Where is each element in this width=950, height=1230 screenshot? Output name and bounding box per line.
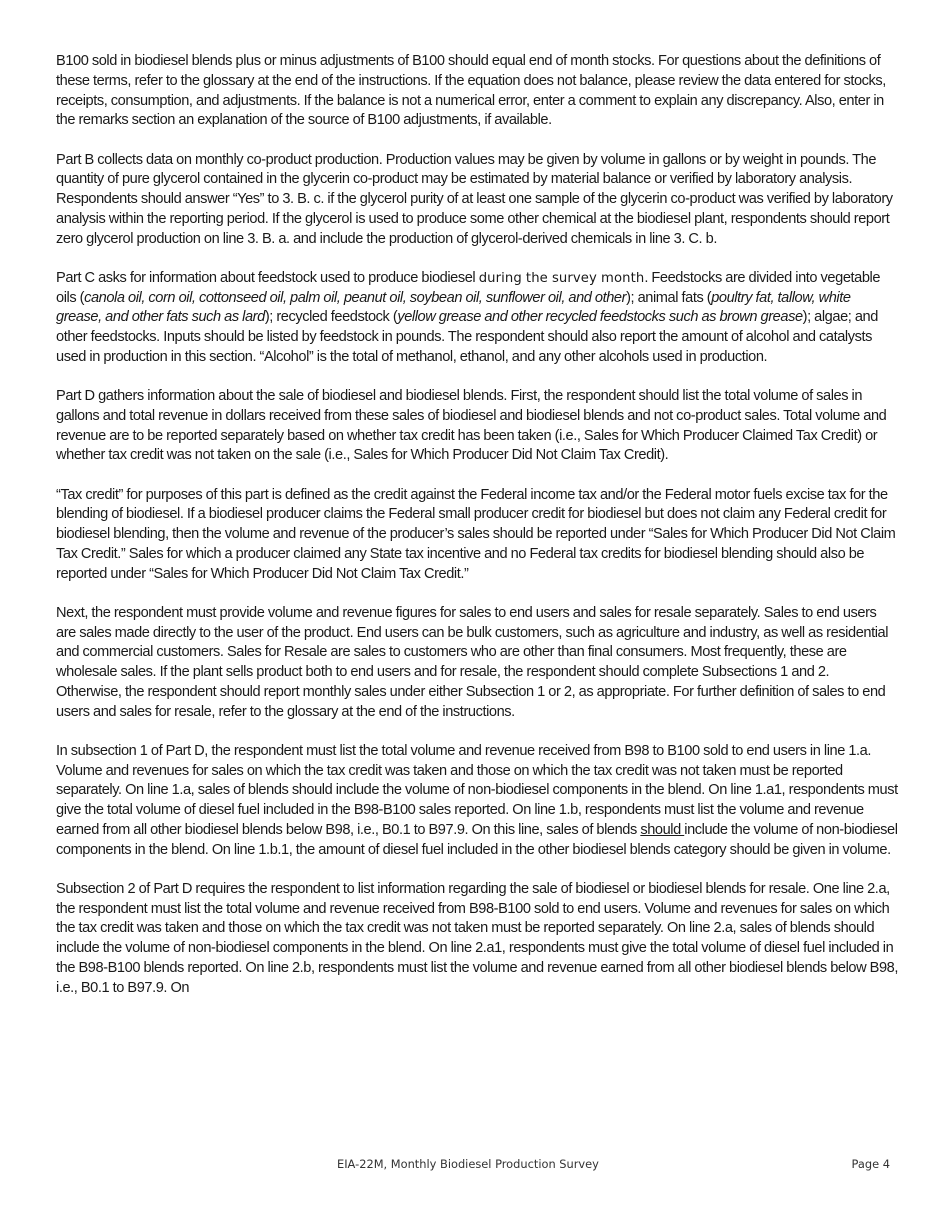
paragraph-tax-credit: “Tax credit” for purposes of this part is defined as the credit against the Federal income tax and/or the Federal motor fuels excise tax for the blending of biodiesel. If a biodiesel producer claims the Federal small producer credit for biodiesel but does not claim any Federal credit for biodiesel blending, then the volume and revenue of the producer’s sales should be reported under “Sales for Which Producer Did Not Claim Tax Credit.” Sales for which a producer claimed any State tax incentive and no Federal tax credits for biodiesel blending should also be reported under “Sales for Which Producer Did Not Claim Tax Credit.”: [56, 486, 896, 582]
part-c-text: . Feedstocks are divided into vegetable oils (: [56, 269, 881, 306]
part-c-text: ); recycled feedstock (: [264, 309, 398, 326]
subsection-1-text: In subsection 1 of Part D, the respondent must list the total volume and revenue received from B98 to B100 sold to end users in line 1.a. Volume and revenues for sales on which the tax credit was taken and those on which the tax credit was not taken must be reported separately. On line 1.a, sales of blends should include the volume of non-biodiesel components in the blend. On line 1.a1, respondents must give the total volume of diesel fuel included in the B98-B100 sales reported. On line 1.b, respondents must list the volume and revenue earned from all other biodiesel blends below B98, i.e., B0.1 to B97.9. On this line, sales of blends: [56, 742, 898, 838]
footer-title: EIA-22M, Monthly Biodiesel Production Survey: [337, 1157, 599, 1171]
paragraph-part-d-sales: Part D gathers information about the sale of biodiesel and biodiesel blends. First, the respondent should list the total volume of sales in gallons and total revenue in dollars received from these sales of biodiesel and biodiesel blends and not co-product sales. Total volume and revenue are to be reported separately based on whether tax credit has been taken (i.e., Sales for Which Producer Claimed Tax Credit) or whether tax credit was not taken on the sale (i.e., Sales for Which Producer Did Not Claim Tax Credit).: [56, 388, 887, 464]
page-footer: [0, 1157, 950, 1173]
paragraph-stocks-balance: B100 sold in biodiesel blends plus or minus adjustments of B100 should equal end of month stocks. For questions about the definitions of these terms, refer to the glossary at the end of the instructions. If the equation does not balance, please review the data entered for stocks, receipts, consumption, and adjustments. If the balance is not a numerical error, enter a comment to explain any discrepancy. Also, enter in the remarks section an explanation of the source of B100 adjustments, if available.: [56, 53, 886, 129]
part-c-text: Part C asks for information about feedstock used to produce biodiesel: [56, 269, 479, 286]
paragraph-part-c-feedstock: [56, 269, 898, 368]
underlined-should: should: [640, 821, 685, 838]
part-c-survey-month: during the survey month: [478, 270, 645, 286]
subsection-1-text: include the volume of non-biodiesel components in the blend. On line 1.b.1, the amount of diesel fuel included in the other biodiesel blends category should be given in volume.: [56, 821, 898, 858]
part-c-text: ); algae; and other feedstocks. Inputs should be listed by feedstock in pounds. The respondent should also report the amount of alcohol and catalysts used in production in this section. “Alcohol” is the total of methanol, ethanol, and any other alcohols used in production.: [56, 309, 878, 365]
document-body: [56, 52, 898, 1018]
recycled-feedstock-list: yellow grease and other recycled feedstocks such as brown grease: [397, 309, 803, 326]
paragraph-part-b-coproduct: Part B collects data on monthly co-product production. Production values may be given by volume in gallons or by weight in pounds. The quantity of pure glycerol contained in the glycerin co-product may be estimated by material balance or verified by laboratory analysis. Respondents should answer “Yes” to 3. B. c. if the glycerol purity of at least one sample of the glycerin co-product was verified by laboratory analysis within the reporting period. If the glycerol is used to produce some other chemical at the biodiesel plant, respondents should report zero glycerol production on line 3. B. a. and include the production of glycerol-derived chemicals in line 3. C. b.: [56, 151, 893, 247]
animal-fats-list: poultry fat, tallow, white grease, and other fats such as lard: [56, 289, 851, 326]
vegetable-oils-list: canola oil, corn oil, cottonseed oil, palm oil, peanut oil, soybean oil, sunflower oil, and other: [84, 289, 627, 306]
paragraph-subsection-2: Subsection 2 of Part D requires the respondent to list information regarding the sale of biodiesel or biodiesel blends for resale. One line 2.a, the respondent must list the total volume and revenue received from B98-B100 sold to end users. Volume and revenues for sales on which the tax credit was taken and those on which the tax credit was not taken must be reported separately. On line 2.a, sales of blends should include the volume of non-biodiesel components in the blend. On line 2.a1, respondents must give the total volume of diesel fuel included in the B98-B100 blends reported. On line 2.b, respondents must list the volume and revenue earned from all other biodiesel blends below B98, i.e., B0.1 to B97.9. On: [56, 880, 899, 996]
paragraph-subsection-1: [56, 742, 898, 861]
paragraph-end-users-resale: Next, the respondent must provide volume and revenue figures for sales to end users and sales for resale separately. Sales to end users are sales made directly to the user of the product. End users can be bulk customers, such as agriculture and industry, as well as residential and commercial customers. Sales for Resale are sales to customers who are other than final consumers. Most frequently, these are wholesale sales. If the plant sells product both to end users and for resale, the respondent should complete Subsections 1 and 2. Otherwise, the respondent should report monthly sales under either Subsection 1 or 2, as appropriate. For further definition of sales to end users and sales for resale, refer to the glossary at the end of the instructions.: [56, 604, 889, 720]
part-c-text: ); animal fats (: [626, 289, 712, 306]
page-number: Page 4: [851, 1157, 890, 1171]
